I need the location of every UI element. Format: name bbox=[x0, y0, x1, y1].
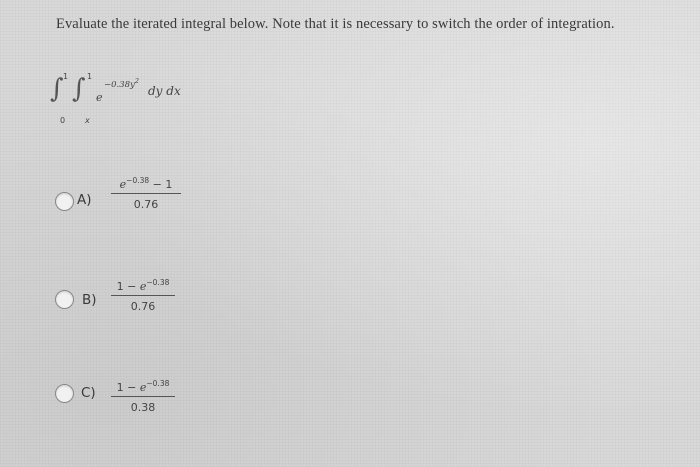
option-a-denominator: 0.76 bbox=[133, 198, 159, 211]
option-c-fraction bbox=[111, 381, 175, 414]
radio-button-c[interactable] bbox=[55, 384, 74, 403]
outer-lower-limit: 0 bbox=[60, 116, 66, 125]
option-b-fraction-bar bbox=[111, 295, 175, 296]
integrand bbox=[96, 77, 181, 105]
outer-integral-sign: ∫ bbox=[50, 74, 64, 104]
option-a-numerator: $e^{-0.38} - 1$ bbox=[119, 176, 173, 191]
option-b-denominator: 0.76 bbox=[130, 300, 156, 313]
option-a-letter: A) bbox=[77, 192, 92, 208]
outer-upper-limit: 1 bbox=[63, 72, 69, 81]
option-b-numerator: $1 - e^{-0.38}$ bbox=[116, 278, 170, 293]
inner-lower-limit: x bbox=[85, 116, 90, 125]
exponent-text: −0.38y bbox=[104, 80, 135, 90]
question-text: Evaluate the iterated integral below. Note that it is necessary to switch the order of integration. bbox=[56, 16, 615, 32]
inner-integral-sign: ∫ bbox=[72, 74, 86, 104]
radio-button-a[interactable] bbox=[55, 192, 74, 211]
option-a-fraction bbox=[111, 178, 181, 211]
option-b-letter: B) bbox=[82, 292, 97, 308]
option-c-letter: C) bbox=[81, 385, 96, 401]
integrand-exponent bbox=[104, 77, 139, 90]
option-c-fraction-bar bbox=[111, 396, 175, 397]
differentials: dy dx bbox=[148, 84, 181, 98]
option-b-fraction bbox=[111, 280, 175, 313]
option-c-numerator: $1 - e^{-0.38}$ bbox=[116, 379, 170, 394]
integrand-base: e bbox=[96, 91, 103, 104]
option-a-fraction-bar bbox=[111, 193, 181, 194]
option-c-denominator: 0.38 bbox=[130, 401, 156, 414]
inner-upper-limit: 1 bbox=[87, 72, 93, 81]
iterated-integral bbox=[50, 70, 200, 130]
exponent-power: 2 bbox=[134, 77, 139, 85]
radio-button-b[interactable] bbox=[55, 290, 74, 309]
